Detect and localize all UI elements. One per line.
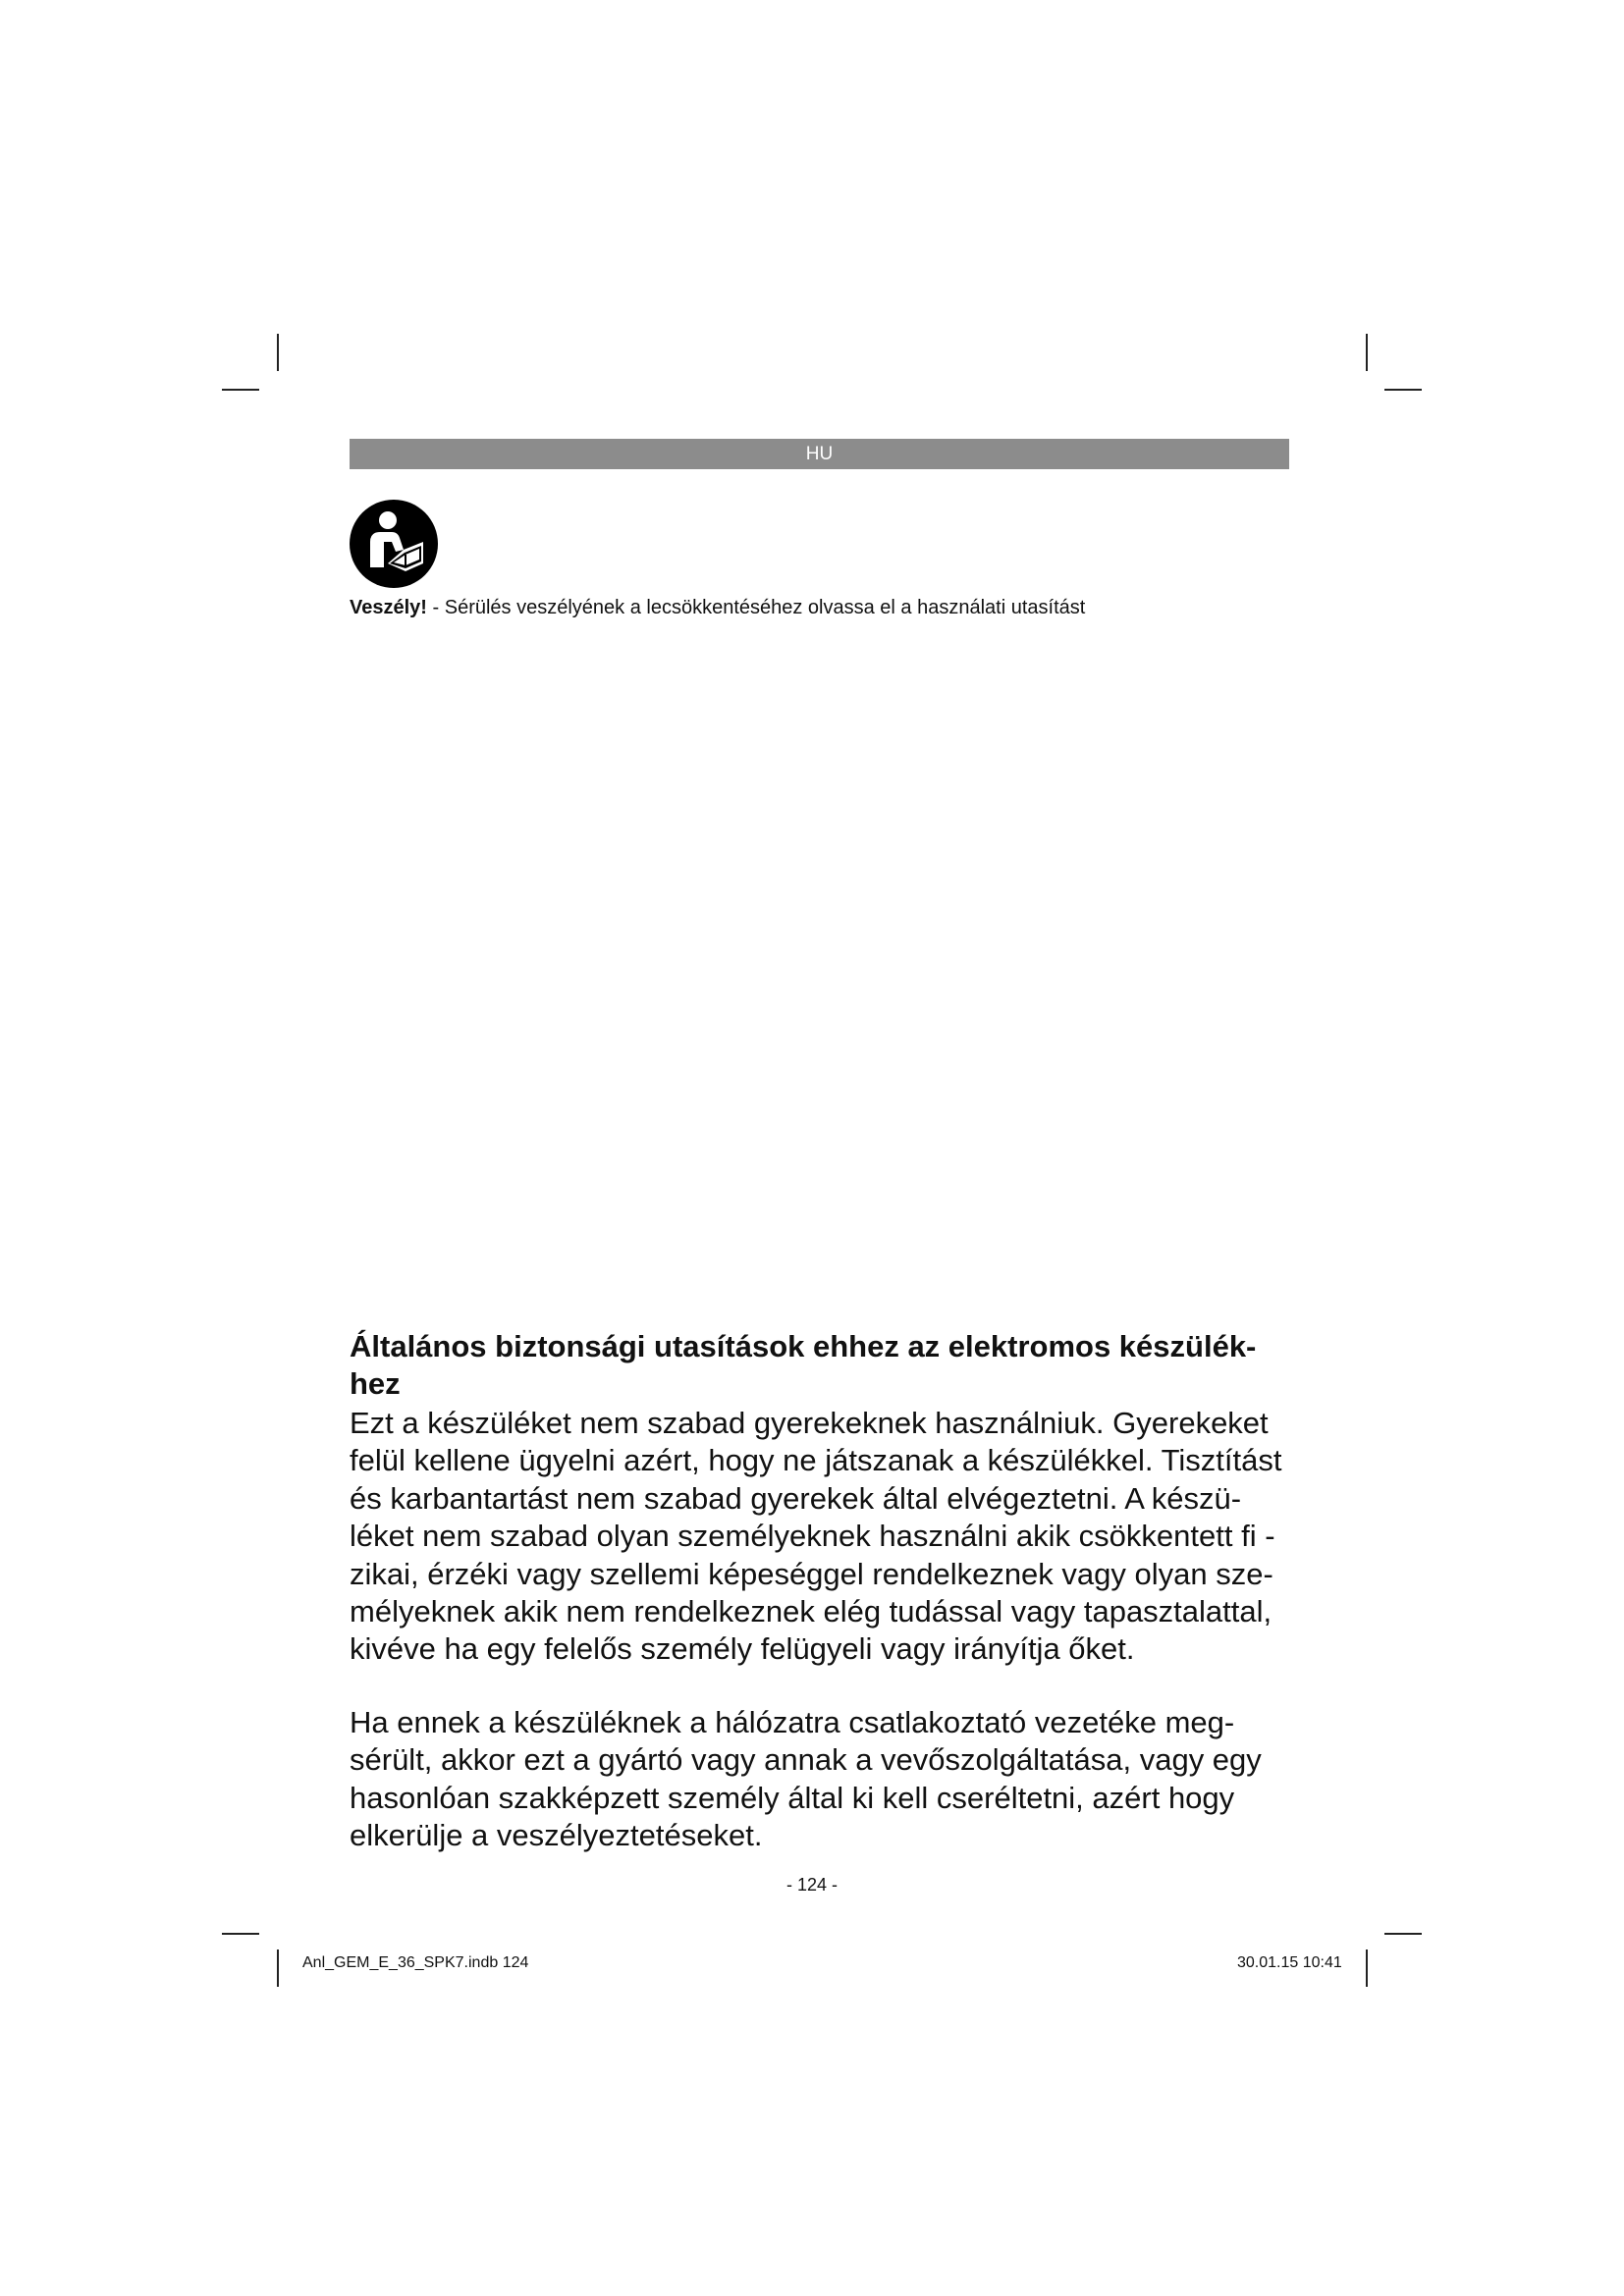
warning-message: - Sérülés veszélyének a lecsökkentéséhez olvassa el a használati utasítást xyxy=(426,597,1086,618)
paragraph-line: zikai, érzéki vagy szellemi képeséggel rendelkeznek vagy olyan sze- xyxy=(350,1556,1273,1591)
section-title-line-2: hez xyxy=(350,1366,401,1401)
language-header-bar xyxy=(350,439,1289,469)
paragraph-children-safety xyxy=(350,1405,1292,1669)
crop-mark-top-left-vertical xyxy=(277,334,279,371)
paragraph-line: mélyeknek akik nem rendelkeznek elég tudással vagy tapasztalattal, xyxy=(350,1594,1272,1629)
paragraph-line: felül kellene ügyelni azért, hogy ne játszanak a készülékkel. Tisztítást xyxy=(350,1443,1282,1478)
page-number: - 124 - xyxy=(785,1875,839,1895)
crop-mark-top-left-horizontal xyxy=(222,389,259,391)
section-title xyxy=(350,1328,1292,1403)
paragraph-line: Ha ennek a készüléknek a hálózatra csatlakoztató vezetéke meg- xyxy=(350,1705,1235,1739)
warning-label: Veszély! xyxy=(350,597,427,618)
language-label: HU xyxy=(805,444,834,464)
paragraph-line: Ezt a készüléket nem szabad gyerekeknek használniuk. Gyerekeket xyxy=(350,1406,1269,1440)
crop-mark-bottom-right-vertical xyxy=(1366,1949,1368,1987)
paragraph-power-cord xyxy=(350,1704,1292,1855)
warning-text xyxy=(350,595,1331,620)
paragraph-line: hasonlóan szakképzett személy által ki kell cseréltetni, azért hogy xyxy=(350,1780,1235,1815)
footer-file-name: Anl_GEM_E_36_SPK7.indb 124 xyxy=(302,1954,529,1971)
paragraph-line: és karbantartást nem szabad gyerekek által elvégeztetni. A készü- xyxy=(350,1480,1242,1516)
read-manual-icon xyxy=(349,499,439,589)
crop-mark-bottom-left-vertical xyxy=(277,1949,279,1987)
paragraph-line: sérült, akkor ezt a gyártó vagy annak a vevőszolgáltatása, vagy egy xyxy=(350,1742,1262,1778)
paragraph-line: elkerülje a veszélyeztetéseket. xyxy=(350,1818,763,1853)
section-title-line-1: Általános biztonsági utasítások ehhez az elektromos készülék- xyxy=(350,1329,1257,1363)
crop-mark-bottom-right-horizontal xyxy=(1384,1933,1422,1935)
paragraph-line: léket nem szabad olyan személyeknek használni akik csökkentett fi - xyxy=(350,1519,1275,1554)
footer-date-time: 30.01.15 10:41 xyxy=(1237,1954,1342,1971)
crop-mark-top-right-vertical xyxy=(1366,334,1368,371)
crop-mark-bottom-left-horizontal xyxy=(222,1933,259,1935)
crop-mark-top-right-horizontal xyxy=(1384,389,1422,391)
paragraph-line: kivéve ha egy felelős személy felügyeli vagy irányítja őket. xyxy=(350,1631,1135,1667)
